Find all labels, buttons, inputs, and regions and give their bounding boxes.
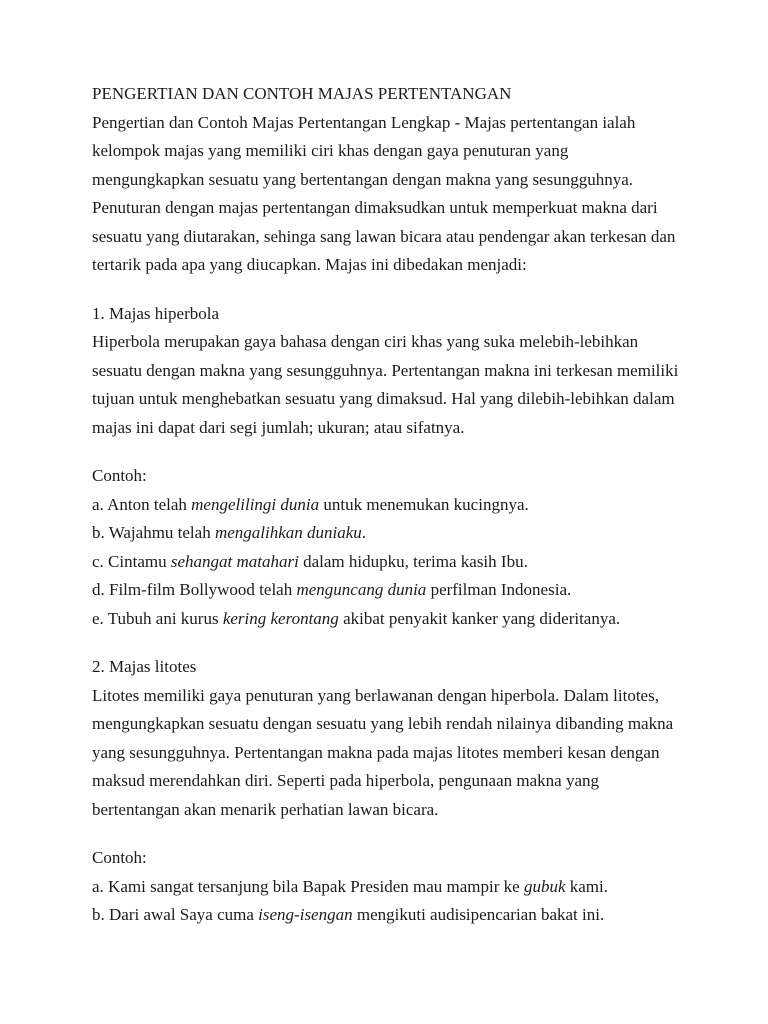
- example-item: [92, 491, 688, 520]
- body-line: [92, 385, 688, 414]
- body-line: [92, 682, 688, 711]
- text-segment: dalam hidupku, terima kasih Ibu.: [298, 551, 528, 571]
- text-segment: b. Wajahmu telah: [92, 523, 215, 542]
- text-segment: c. Cintamu: [92, 551, 171, 571]
- example-item: [92, 548, 688, 577]
- text-segment: untuk menemukan kucingnya.: [319, 494, 529, 514]
- text-segment: Penuturan dengan majas pertentangan dimaksudkan untuk memperkuat makna dari: [92, 198, 658, 217]
- italic-phrase: kering kerontang: [222, 608, 339, 628]
- intro-line: [92, 223, 688, 252]
- italic-phrase: sehangat matahari: [170, 551, 299, 571]
- body-line: [92, 710, 688, 739]
- intro-line: [92, 251, 688, 280]
- intro-line: [92, 166, 688, 195]
- text-segment: kami.: [565, 876, 609, 896]
- text-segment: perfilman Indonesia.: [426, 580, 572, 599]
- intro-line: [92, 109, 688, 138]
- text-segment: sesuatu yang diutarakan, sehinga sang lawan bicara atau pendengar akan terkesan dan: [92, 226, 676, 246]
- example-item: [92, 901, 688, 930]
- text-segment: majas ini dapat dari segi jumlah; ukuran; atau sifatnya.: [92, 417, 465, 437]
- text-segment: a. Anton telah: [92, 494, 192, 514]
- body-line: [92, 739, 688, 768]
- text-segment: d. Film-film Bollywood telah: [92, 580, 297, 599]
- text-segment: 2. Majas litotes: [92, 657, 197, 676]
- text-segment: mengikuti audisipencarian bakat ini.: [352, 905, 605, 924]
- text-segment: Litotes memiliki gaya penuturan yang berlawanan dengan hiperbola. Dalam litotes,: [92, 685, 659, 705]
- text-segment: sesuatu dengan makna yang sesungguhnya. Pertentangan makna ini terkesan memiliki: [92, 360, 679, 380]
- italic-phrase: menguncang dunia: [296, 580, 427, 599]
- body-line: [92, 328, 688, 357]
- text-segment: e. Tubuh ani kurus: [92, 608, 223, 628]
- example-item: [92, 605, 688, 634]
- section-litotes: [92, 653, 688, 824]
- intro-line: [92, 137, 688, 166]
- text-segment: Contoh:: [92, 848, 147, 867]
- text-segment: Hiperbola merupakan gaya bahasa dengan ciri khas yang suka melebih-lebihkan: [92, 332, 639, 351]
- body-line: [92, 414, 688, 443]
- text-segment: .: [361, 523, 367, 542]
- text-segment: bertentangan akan menarik perhatian lawan bicara.: [92, 799, 439, 819]
- section-heading: [92, 653, 688, 682]
- example-item: [92, 519, 688, 548]
- text-segment: mengungkapkan sesuatu dengan sesuatu yang lebih rendah nilainya dibanding makna: [92, 714, 674, 733]
- example-item: [92, 576, 688, 605]
- text-segment: akibat penyakit kanker yang dideritanya.: [338, 608, 621, 628]
- intro-paragraph: [92, 109, 688, 280]
- section-hiperbola: [92, 300, 688, 443]
- text-segment: b. Dari awal Saya cuma: [92, 905, 259, 924]
- text-segment: 1. Majas hiperbola: [92, 303, 219, 323]
- examples-hiperbola: [92, 462, 688, 633]
- text-segment: maksud merendahkan diri. Seperti pada hiperbola, pengunaan makna yang: [92, 771, 599, 790]
- italic-phrase: mengelilingi dunia: [191, 494, 320, 514]
- text-segment: a. Kami sangat tersanjung bila Bapak Presiden mau mampir ke: [92, 876, 524, 896]
- body-line: [92, 796, 688, 825]
- contoh-label: [92, 462, 688, 491]
- text-segment: tujuan untuk menghebatkan sesuatu yang dimaksud. Hal yang dilebih-lebihkan dalam: [92, 389, 675, 408]
- example-item: [92, 873, 688, 902]
- text-segment: tertarik pada apa yang diucapkan. Majas ini dibedakan menjadi:: [92, 255, 527, 274]
- contoh-label: [92, 844, 688, 873]
- text-segment: Contoh:: [92, 466, 147, 485]
- text-segment: kelompok majas yang memiliki ciri khas dengan gaya penuturan yang: [92, 141, 569, 160]
- intro-line: [92, 194, 688, 223]
- text-segment: mengungkapkan sesuatu yang bertentangan dengan makna yang sesungguhnya.: [92, 169, 634, 189]
- document-title: PENGERTIAN DAN CONTOH MAJAS PERTENTANGAN: [92, 84, 512, 103]
- italic-phrase: iseng-isengan: [258, 905, 353, 924]
- italic-phrase: gubuk: [523, 876, 566, 896]
- section-heading: [92, 300, 688, 329]
- body-line: [92, 357, 688, 386]
- text-segment: yang sesungguhnya. Pertentangan makna pada majas litotes memberi kesan dengan: [92, 742, 660, 762]
- text-segment: Pengertian dan Contoh Majas Pertentangan Lengkap - Majas pertentangan ialah: [92, 112, 636, 132]
- italic-phrase: mengalihkan duniaku: [214, 523, 362, 542]
- examples-litotes: [92, 844, 688, 930]
- body-line: [92, 767, 688, 796]
- document-body: [92, 109, 688, 930]
